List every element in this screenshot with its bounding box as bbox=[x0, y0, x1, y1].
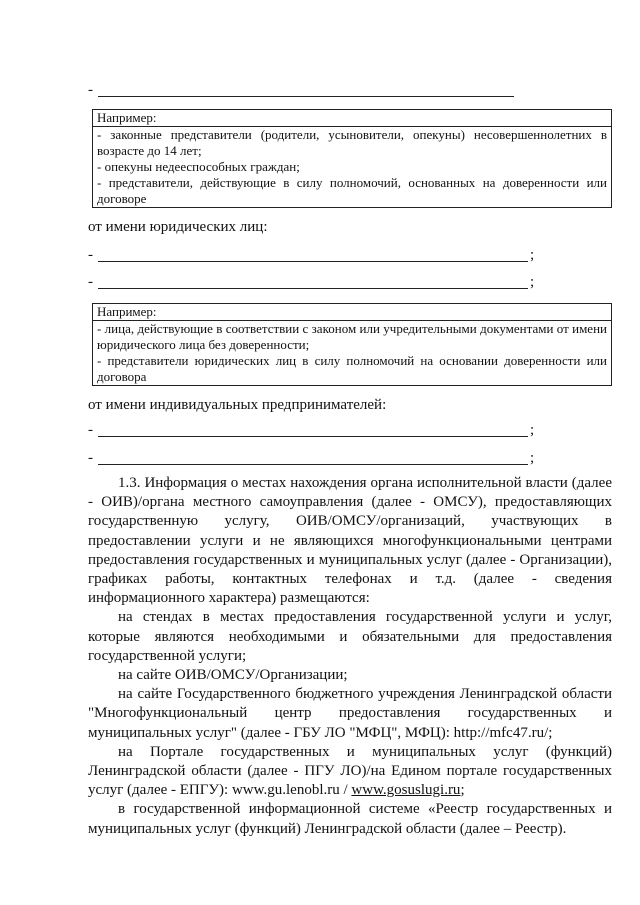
example-item: - законные представители (родители, усыновители, опекуны) несовершеннолетних в возрасте до 14 лет; bbox=[97, 127, 607, 158]
example-item: - лица, действующие в соответствии с законом или учредительными документами от имени юридического лица без доверенности; bbox=[97, 321, 607, 352]
section-paragraph: в государственной информационной системе «Реестр государственных и муниципальных услуг (функций) Ленинградской области (далее – Реестр). bbox=[88, 801, 612, 837]
blank-line-legal-1 bbox=[88, 249, 534, 265]
blank-line-entrepreneurs-1 bbox=[88, 424, 534, 440]
blank-underline bbox=[98, 96, 514, 97]
blank-end: ; bbox=[530, 422, 535, 438]
link-gu-lenobl[interactable]: www.gu.lenobl.ru bbox=[231, 782, 340, 799]
blank-end: ; bbox=[530, 274, 535, 290]
section-paragraph: 1.3. Информация о местах нахождения органа исполнительной власти (далее - ОИВ)/органа местного самоуправления (далее - ОМСУ), предоставляющих государственную услугу, ОИВ/ОМСУ/организаций, участвующих в предоставлении услуги и не являющихся многофункциональными центрами предоставления государственных и муниципальных услуг (далее - Организации), графиках работы, контактных телефонах и т.д. (далее - сведения информационного характера) размещаются: bbox=[88, 475, 612, 607]
entrepreneurs-label: от имени индивидуальных предпринимателей: bbox=[88, 397, 387, 413]
blank-dash: - bbox=[88, 450, 93, 466]
blank-line-entrepreneurs-2 bbox=[88, 452, 534, 468]
blank-end: ; bbox=[530, 450, 535, 466]
example-item: - представители юридических лиц в силу полномочий на основании доверенности или договора bbox=[97, 353, 607, 384]
blank-line-individuals bbox=[88, 84, 514, 100]
link-gosuslugi[interactable]: www.gosuslugi.ru bbox=[351, 782, 461, 799]
section-paragraph-portals bbox=[88, 743, 612, 801]
blank-underline bbox=[98, 261, 528, 262]
blank-underline bbox=[98, 436, 528, 437]
example-box-body bbox=[93, 127, 611, 207]
portals-end: ; bbox=[460, 782, 465, 799]
example-box-body bbox=[93, 321, 611, 385]
link-separator: / bbox=[339, 782, 352, 799]
blank-line-legal-2 bbox=[88, 276, 534, 292]
example-box-individuals bbox=[92, 109, 612, 208]
section-paragraph: на сайте Государственного бюджетного учреждения Ленинградской области "Многофункциональный центр предоставления государственных и муниципальных услуг" (далее - ГБУ ЛО "МФЦ", МФЦ): http://mfc47.ru/; bbox=[88, 686, 612, 741]
legal-entities-label: от имени юридических лиц: bbox=[88, 219, 268, 235]
example-box-header: Например: bbox=[93, 110, 611, 127]
blank-dash: - bbox=[88, 274, 93, 290]
blank-underline bbox=[98, 288, 528, 289]
section-1-3 bbox=[88, 474, 612, 839]
blank-dash: - bbox=[88, 422, 93, 438]
section-paragraph: на сайте ОИВ/ОМСУ/Организации; bbox=[118, 667, 348, 684]
blank-end: ; bbox=[530, 247, 535, 263]
example-item: - опекуны недееспособных граждан; bbox=[97, 159, 300, 174]
example-box-header: Например: bbox=[93, 304, 611, 321]
example-item: - представители, действующие в силу полномочий, основанных на доверенности или договоре bbox=[97, 175, 607, 206]
example-box-legal-entities bbox=[92, 303, 612, 386]
portals-text: на Портале государственных и муниципальных услуг (функций) Ленинградской области (далее - ПГУ ЛО)/на Едином портале государственных услуг (далее - ЕПГУ): bbox=[88, 743, 612, 799]
blank-dash: - bbox=[88, 247, 93, 263]
section-paragraph: на стендах в местах предоставления государственной услуги и услуг, которые являются необходимыми и обязательными для предоставления государственной услуги; bbox=[88, 609, 612, 664]
blank-underline bbox=[98, 464, 528, 465]
blank-dash: - bbox=[88, 82, 93, 98]
